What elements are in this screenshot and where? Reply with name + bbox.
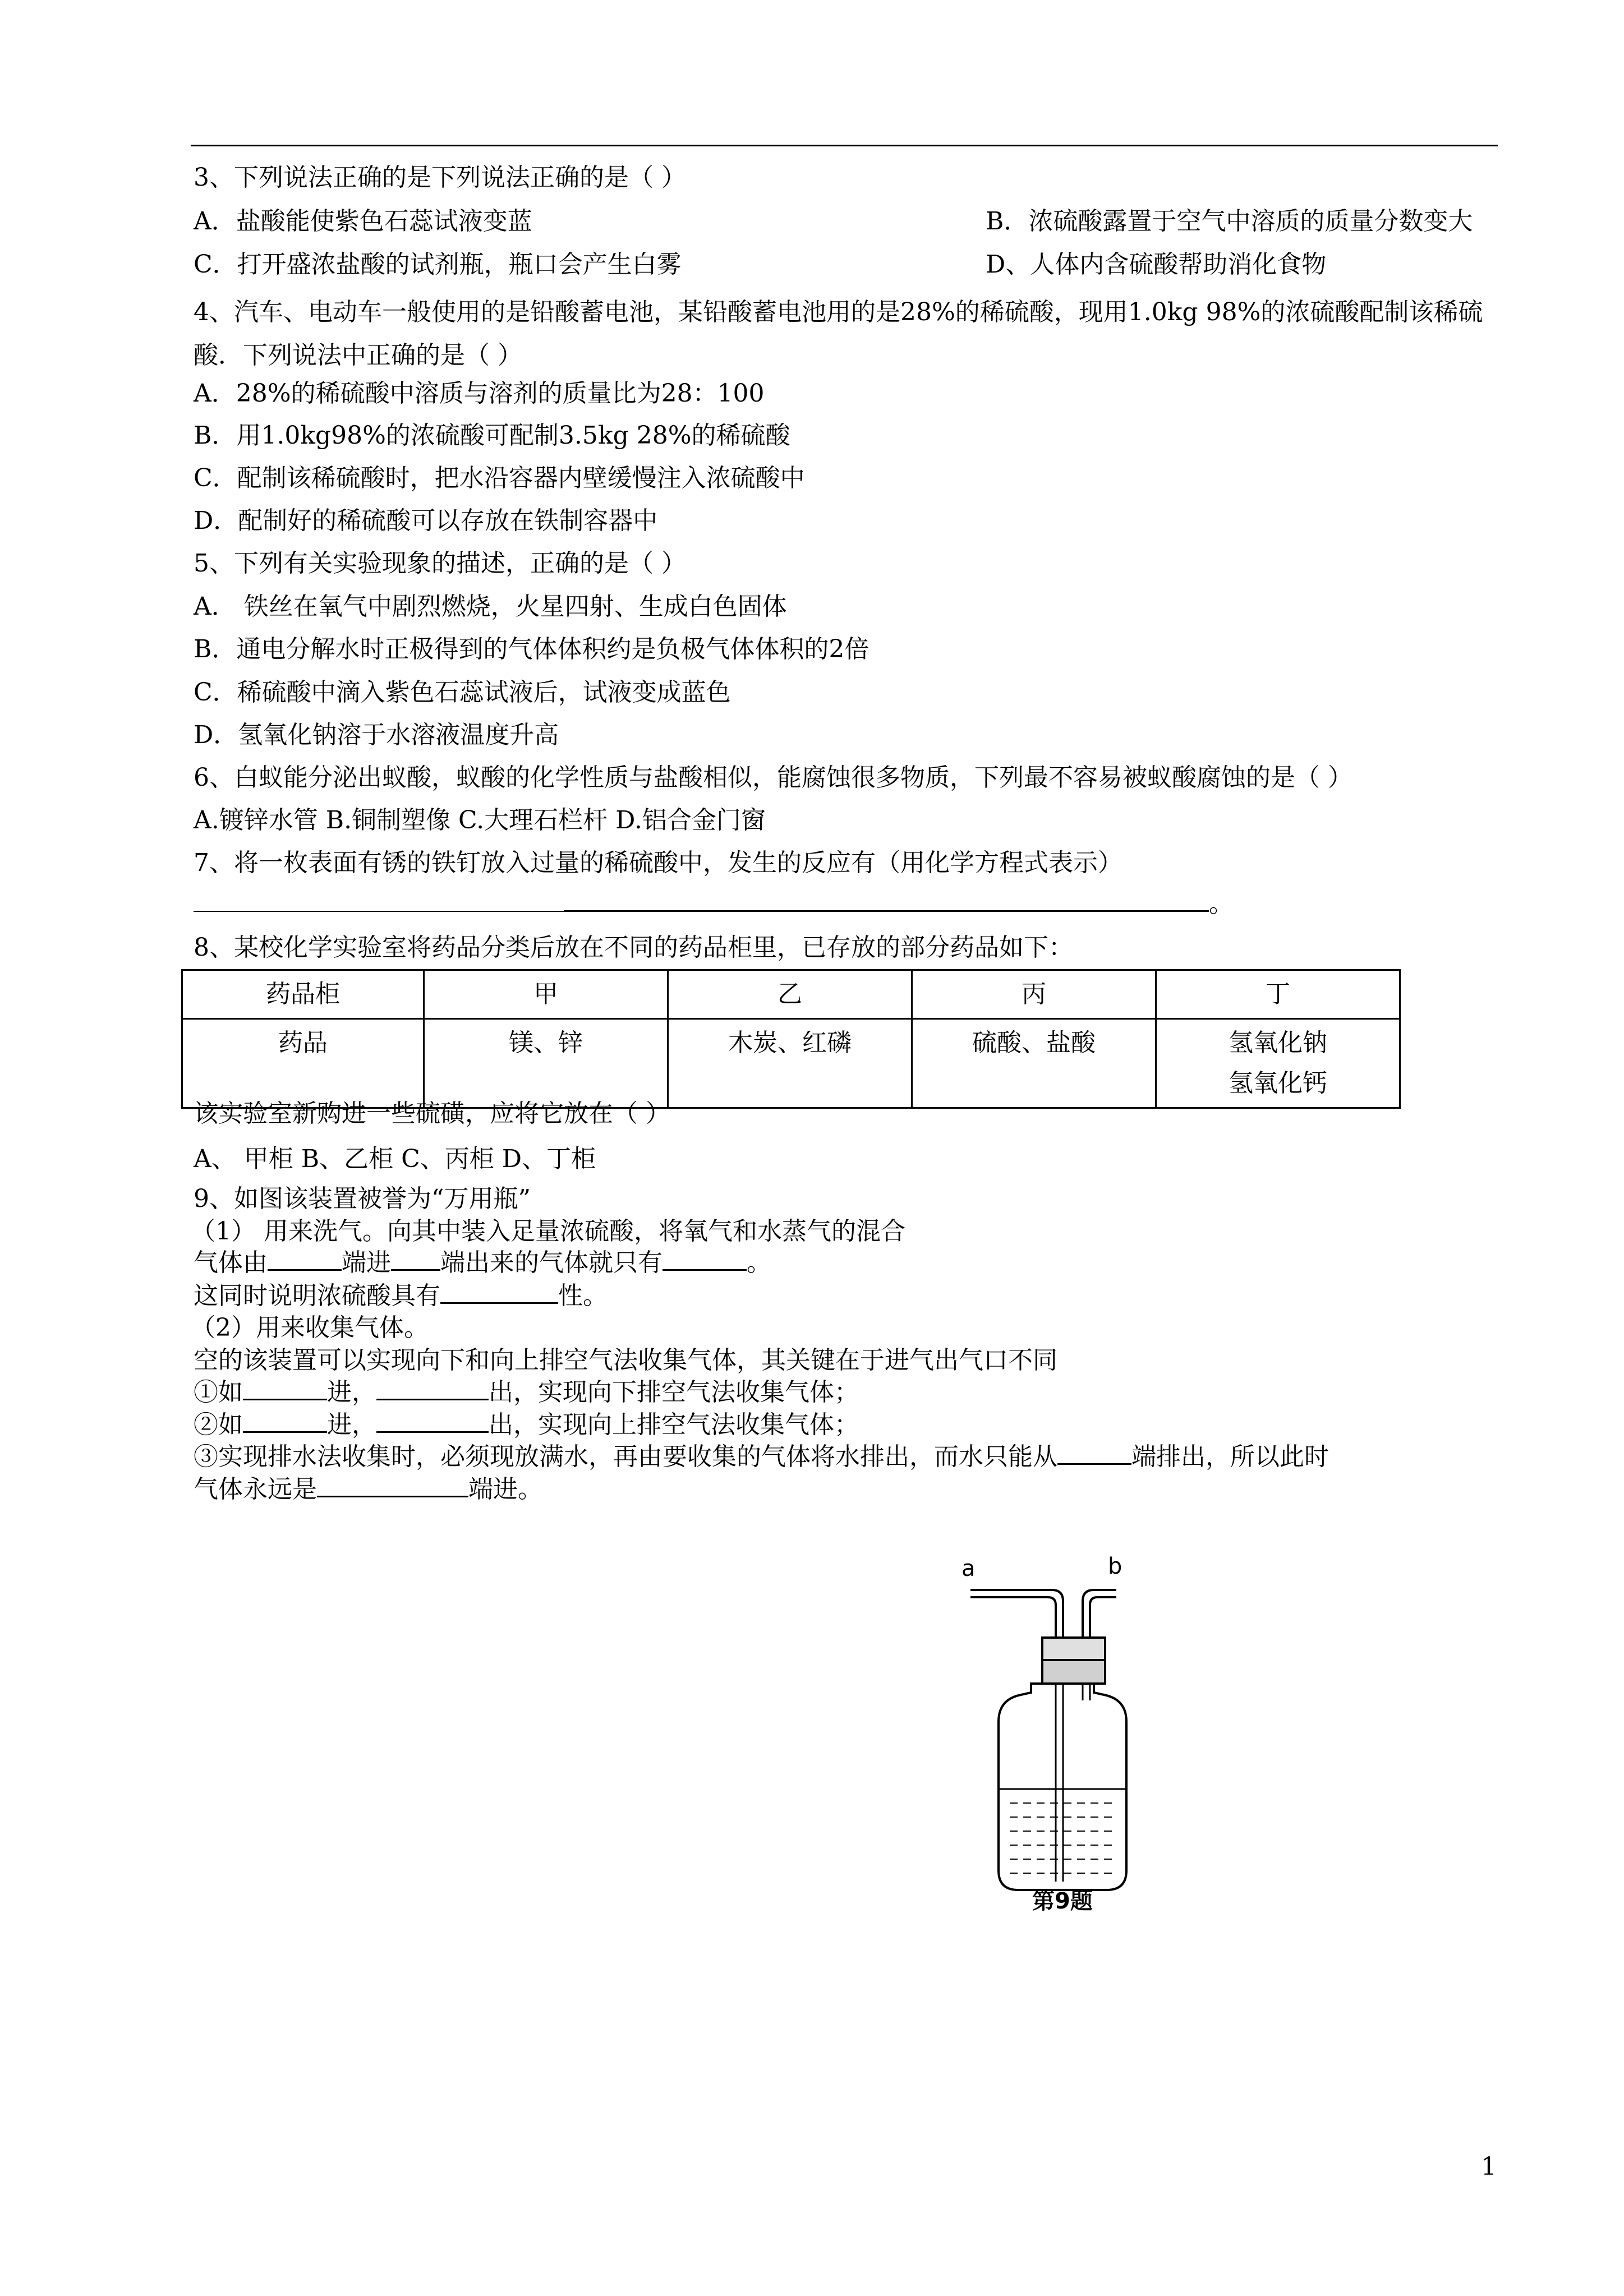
q9-blank-property[interactable] [440, 1280, 558, 1304]
q9-text: ③实现排水法收集时，必须现放满水，再由要收集的气体将水排出，而水只能从 [194, 1442, 1057, 1471]
q8-options: A、 甲柜 B、乙柜 C、丙柜 D、丁柜 [194, 1145, 596, 1173]
q7-end-mark: 。 [1209, 889, 1234, 918]
wash-bottle-figure [948, 1553, 1133, 1914]
q9-part2-line2 [194, 1376, 859, 1409]
page-number: 1 [1481, 2152, 1497, 2181]
q9-blank-2a[interactable] [243, 1376, 327, 1400]
table-header-cell: 甲 [424, 970, 668, 1019]
table-cell-line: 氢氧化钙 [1229, 1069, 1327, 1098]
q4-option-b: B．用1.0kg98%的浓硫酸可配制3.5kg 28%的稀硫酸 [194, 421, 790, 450]
q7-answer-line [194, 887, 1234, 921]
table-cell-line: 氢氧化钠 [1229, 1029, 1327, 1057]
q9-part1-line3 [194, 1279, 608, 1313]
q9-text: 进， [327, 1410, 376, 1439]
figure-caption: 第9题 [1032, 1888, 1093, 1914]
q9-text: ②如 [194, 1410, 243, 1439]
q9-text: 端出来的气体就只有 [440, 1248, 663, 1277]
table-header-cell: 药品柜 [182, 970, 424, 1019]
cabinet-table [181, 969, 1401, 1109]
q4-option-a: A．28%的稀硫酸中溶质与溶剂的质量比为28：100 [194, 379, 765, 408]
table-cell: 镁、锌 [424, 1019, 668, 1108]
q9-stem: 9、如图该装置被誉为“万用瓶” [194, 1184, 531, 1213]
q9-part2-line5 [194, 1473, 542, 1506]
table-header-cell: 丁 [1156, 970, 1400, 1019]
q3-option-b: B．浓硫酸露置于空气中溶质的质量分数变大 [986, 207, 1473, 236]
table-row [182, 1019, 1400, 1108]
q9-part2-intro: （2）用来收集气体。 [191, 1313, 429, 1342]
q3-option-a: A．盐酸能使紫色石蕊试液变蓝 [194, 207, 532, 236]
q8-after: 该实验室新购进一些硫磺，应将它放在（ ） [194, 1099, 670, 1128]
table-header-row [182, 970, 1400, 1019]
table-cell: 木炭、红磷 [668, 1019, 912, 1108]
q9-text: 。 [747, 1248, 771, 1277]
q3-stem: 3、下列说法正确的是下列说法正确的是（ ） [194, 163, 686, 192]
q9-blank-2d[interactable] [376, 1409, 489, 1433]
q3-options-row1 [194, 205, 1473, 238]
table-cell: 硫酸、盐酸 [912, 1019, 1156, 1108]
table-header-cell: 丙 [912, 970, 1156, 1019]
q9-text: 性。 [558, 1281, 608, 1310]
q9-blank-outlet[interactable] [391, 1247, 440, 1271]
q9-text: 气体永远是 [194, 1475, 317, 1504]
table-header-cell: 乙 [668, 970, 912, 1019]
q7-stem: 7、将一枚表面有锈的铁钉放入过量的稀硫酸中，发生的反应有（用化学方程式表示） [194, 849, 1122, 877]
table-cell [1156, 1019, 1400, 1108]
q5-option-b: B．通电分解水时正极得到的气体体积约是负极气体体积的2倍 [194, 635, 869, 663]
q3-options-row2 [194, 248, 1327, 282]
q9-text: 出，实现向上排空气法收集气体； [489, 1410, 859, 1439]
q9-text: 气体由 [194, 1248, 268, 1277]
q9-blank-inlet[interactable] [268, 1247, 342, 1271]
q7-blank-1[interactable] [194, 888, 564, 912]
q9-blank-2b[interactable] [376, 1376, 489, 1400]
q9-part2-line3 [194, 1408, 859, 1442]
q3-option-d: D、人体内含硫酸帮助消化食物 [986, 250, 1327, 279]
q5-option-d: D．氢氧化钠溶于水溶液温度升高 [194, 721, 559, 749]
q9-part2-line1: 空的该装置可以实现向下和向上排空气法收集气体，其关键在于进气出气口不同 [194, 1346, 1057, 1375]
q9-blank-2c[interactable] [243, 1409, 327, 1433]
q9-text: 端排出，所以此时 [1131, 1442, 1329, 1471]
q8-stem: 8、某校化学实验室将药品分类后放在不同的药品柜里，已存放的部分药品如下： [194, 933, 1073, 962]
q9-text: 这同时说明浓硫酸具有 [194, 1281, 440, 1310]
q9-blank-2e[interactable] [1057, 1441, 1131, 1465]
q3-option-c: C．打开盛浓盐酸的试剂瓶，瓶口会产生白雾 [194, 250, 682, 279]
q5-option-c: C．稀硫酸中滴入紫色石蕊试液后，试液变成蓝色 [194, 678, 731, 707]
q5-option-a: A． 铁丝在氧气中剧烈燃烧，火星四射、生成白色固体 [194, 592, 787, 621]
q9-text: 端进。 [468, 1475, 542, 1504]
q9-text: 端进 [342, 1248, 391, 1277]
q6-options: A.镀锌水管 B.铜制塑像 C.大理石栏杆 D.铝合金门窗 [194, 806, 766, 835]
q9-part1-line2 [194, 1246, 771, 1280]
q6-stem: 6、白蚁能分泌出蚁酸，蚁酸的化学性质与盐酸相似，能腐蚀很多物质，下列最不容易被蚁酸腐蚀的是（ ） [194, 763, 1352, 792]
header-rule [191, 145, 1498, 146]
q9-text: 进， [327, 1378, 376, 1407]
q9-text: 出，实现向下排空气法收集气体； [489, 1378, 859, 1407]
q9-part2-line4 [194, 1440, 1329, 1474]
tube-label-b: b [1108, 1553, 1122, 1579]
q5-stem: 5、下列有关实验现象的描述，正确的是（ ） [194, 549, 686, 578]
table-row-label: 药品 [182, 1019, 424, 1108]
q4-option-d: D．配制好的稀硫酸可以存放在铁制容器中 [194, 506, 658, 535]
q4-stem: 4、汽车、电动车一般使用的是铅酸蓄电池，某铅酸蓄电池用的是28%的稀硫酸，现用1.0kg 98%的浓硫酸配制该稀硫酸．下列说法中正确的是（ ） [194, 298, 1483, 370]
q7-blank-2[interactable] [564, 888, 1209, 912]
tube-label-a: a [961, 1556, 976, 1582]
q4-option-c: C．配制该稀硫酸时，把水沿容器内壁缓慢注入浓硫酸中 [194, 464, 805, 492]
q9-blank-gas[interactable] [663, 1247, 747, 1271]
wash-bottle-icon [948, 1553, 1133, 1907]
q9-text: ①如 [194, 1378, 243, 1407]
q9-blank-2f[interactable] [317, 1473, 468, 1497]
q9-part1-intro: （1） 用来洗气。向其中装入足量浓硫酸，将氧气和水蒸气的混合 [191, 1217, 905, 1246]
